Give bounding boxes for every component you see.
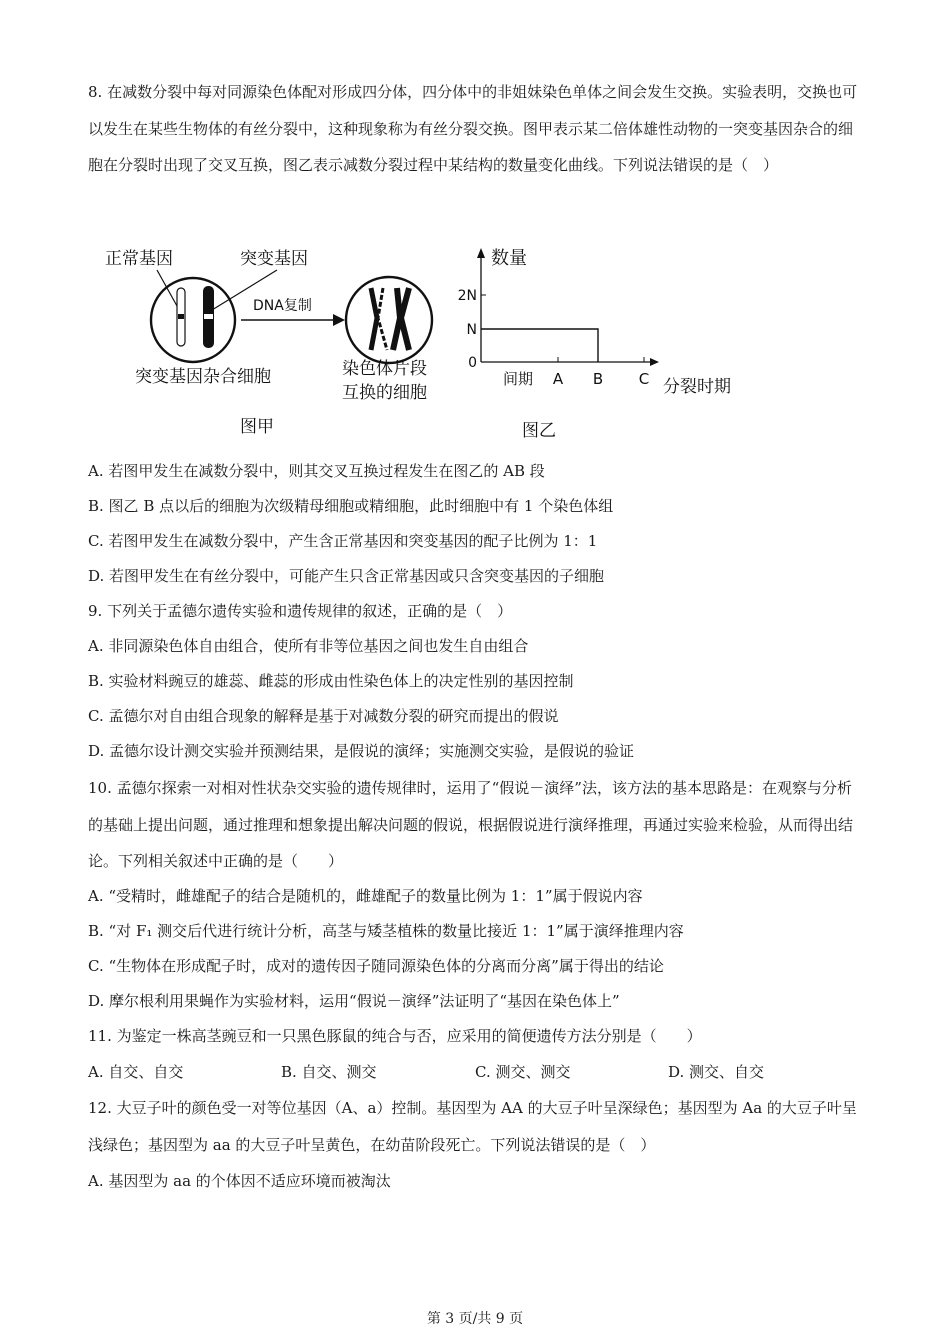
x-tick-label: 间期 — [502, 370, 534, 388]
y-tick-label: 2N — [457, 288, 477, 304]
q11-option-b: B. 自交、测交 — [281, 1063, 377, 1081]
y-tick-label: N — [466, 322, 477, 338]
y-axis-label: 数量 — [491, 248, 527, 269]
dna-replication-label: DNA复制 — [253, 298, 312, 314]
x-tick-label: C — [638, 370, 650, 388]
q10-stem: 10. 孟德尔探索一对相对性状杂交实验的遗传规律时，运用了“假说－演绎”法，该方法的基本思路是：在观察与分析的基础上提出问题，通过推理和想象提出解决问题的假说，根据假说进行演绎推理，再通过实验来检验，从而得出结论。下列相关叙述中正确的是（ ） — [88, 779, 854, 870]
q9-option-b: B. 实验材料豌豆的雄蕊、雌蕊的形成由性染色体上的决定性别的基因控制 — [88, 672, 574, 690]
q10-option-b: B. “对 F₁ 测交后代进行统计分析，高茎与矮茎植株的数量比接近 1：1”属于演绎推理内容 — [88, 922, 684, 940]
q11-option-d: D. 测交、自交 — [668, 1063, 765, 1081]
x-axis-label: 分裂时期 — [663, 377, 731, 397]
x-tick-label: B — [592, 370, 604, 388]
cell1-caption: 突变基因杂合细胞 — [135, 367, 271, 387]
q11-stem: 11. 为鉴定一株高茎豌豆和一只黑色豚鼠的纯合与否，应采用的简便遗传方法分别是（ ） — [88, 1027, 702, 1045]
q11-option-a: A. 自交、自交 — [88, 1063, 184, 1081]
figure-jia-title: 图甲 — [240, 417, 274, 437]
y-tick-label: 0 — [468, 355, 477, 371]
q10-option-d: D. 摩尔根利用果蝇作为实验材料，运用“假说－演绎”法证明了“基因在染色体上” — [88, 992, 620, 1010]
q8-stem: 8. 在减数分裂中每对同源染色体配对形成四分体，四分体中的非姐妹染色单体之间会发生交换。实验表明，交换也可以发生在某些生物体的有丝分裂中，这种现象称为有丝分裂交换。图甲表示某二倍体雄性动物的一突变基因杂合的细胞在分裂时出现了交叉互换，图乙表示减数分裂过程中某结构的数量变化曲线。下列说法错误的是（ ） — [88, 83, 858, 174]
exchanged-cell-icon — [346, 277, 432, 363]
series-line — [481, 329, 598, 362]
y-axis-arrow-icon — [477, 248, 485, 258]
cell2-caption-line2: 互换的细胞 — [342, 383, 427, 403]
normal-gene-label: 正常基因 — [105, 249, 173, 269]
x-tick-label: A — [552, 370, 564, 388]
q9-option-c: C. 孟德尔对自由组合现象的解释是基于对减数分裂的研究而提出的假说 — [88, 707, 559, 725]
q12-stem: 12. 大豆子叶的颜色受一对等位基因（A、a）控制。基因型为 AA 的大豆子叶呈深绿色；基因型为 Aa 的大豆子叶呈浅绿色；基因型为 aa 的大豆子叶呈黄色，在幼苗阶段死亡。下列说法错误的是（ ） — [88, 1099, 857, 1154]
q10-option-c: C. “生物体在形成配子时，成对的遗传因子随同源染色体的分离而分离”属于得出的结论 — [88, 957, 664, 975]
q9-option-a: A. 非同源染色体自由组合，使所有非等位基因之间也发生自由组合 — [88, 637, 529, 655]
mutant-gene-label: 突变基因 — [240, 249, 308, 269]
figure-jia — [95, 240, 455, 445]
q9-option-d: D. 孟德尔设计测交实验并预测结果，是假说的演绎；实施测交实验，是假说的验证 — [88, 742, 635, 760]
hetero-cell-icon — [151, 278, 235, 362]
page-footer: 第 3 页/共 9 页 — [426, 1311, 524, 1327]
q11-option-c: C. 测交、测交 — [475, 1063, 571, 1081]
q8-option-d: D. 若图甲发生在有丝分裂中，可能产生只含正常基因或只含突变基因的子细胞 — [88, 567, 605, 585]
q12-option-a: A. 基因型为 aa 的个体因不适应环境而被淘汰 — [88, 1172, 391, 1190]
q8-option-a: A. 若图甲发生在减数分裂中，则其交叉互换过程发生在图乙的 AB 段 — [88, 462, 545, 480]
q8-option-c: C. 若图甲发生在减数分裂中，产生含正常基因和突变基因的配子比例为 1：1 — [88, 532, 598, 550]
arrow-icon — [333, 314, 345, 326]
q8-option-b: B. 图乙 B 点以后的细胞为次级精母细胞或精细胞，此时细胞中有 1 个染色体组 — [88, 497, 614, 515]
q10-option-a: A. “受精时，雌雄配子的结合是随机的，雌雄配子的数量比例为 1：1”属于假说内容 — [88, 887, 643, 905]
figure-yi-title: 图乙 — [522, 421, 556, 441]
q9-stem: 9. 下列关于孟德尔遗传实验和遗传规律的叙述，正确的是（ ） — [88, 602, 513, 620]
x-axis-arrow-icon — [650, 358, 659, 366]
cell2-caption-line1: 染色体片段 — [342, 359, 427, 379]
figure-yi-chart — [455, 240, 755, 445]
